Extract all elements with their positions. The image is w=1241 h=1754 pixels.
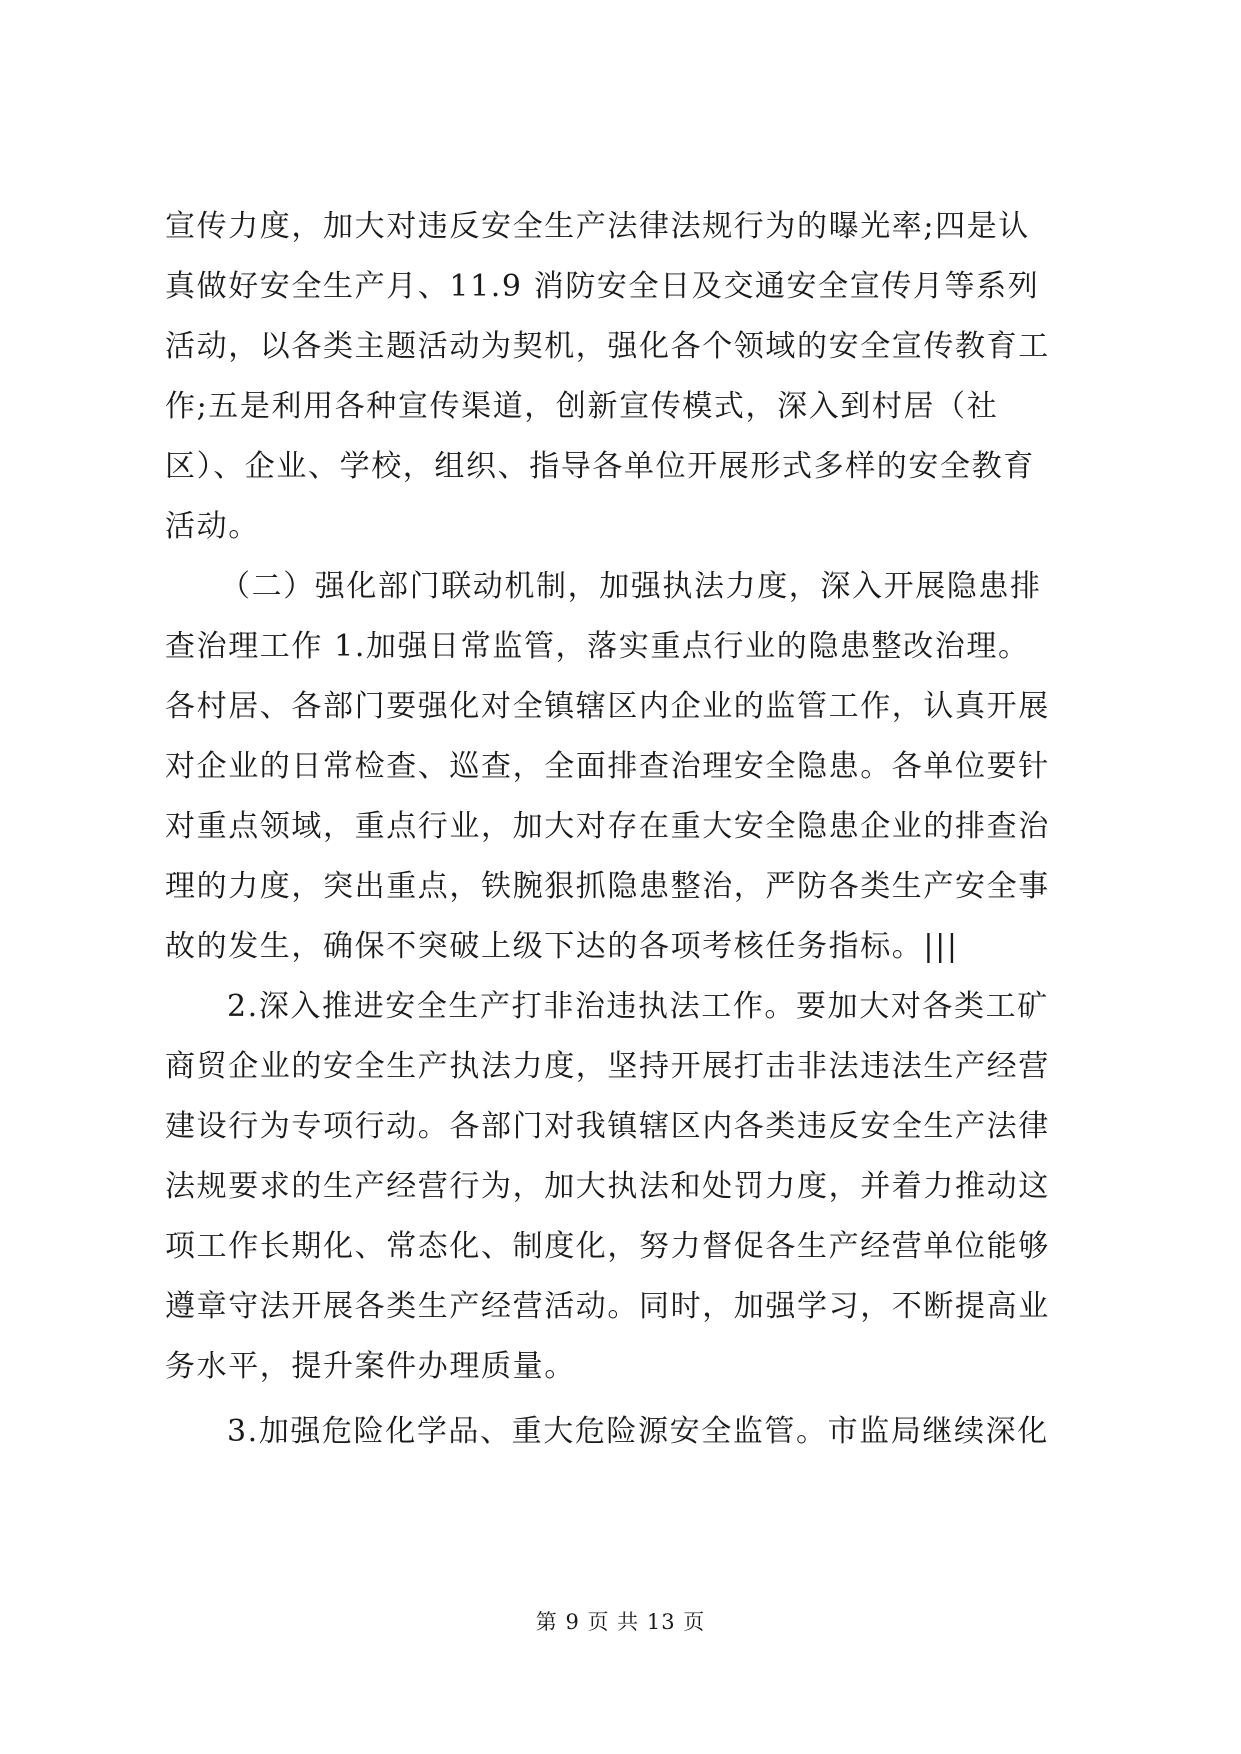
text-line: 商贸企业的安全生产执法力度，坚持开展打击非法违法生产经营 (165, 1049, 1050, 1084)
page-footer: 第 9 页 共 13 页 (535, 1610, 706, 1634)
text-line: 活动，以各类主题活动为契机，强化各个领域的安全宣传教育工 (165, 329, 1050, 364)
text-line: 真做好安全生产月、11.9 消防安全日及交通安全宣传月等系列 (165, 269, 1040, 304)
text-line: 各村居、各部门要强化对全镇辖区内企业的监管工作，认真开展 (165, 689, 1050, 724)
text-line: 宣传力度，加大对违反安全生产法律法规行为的曝光率;四是认 (165, 209, 1030, 244)
text-line: 项工作长期化、常态化、制度化，努力督促各生产经营单位能够 (165, 1229, 1050, 1264)
text-line: 对企业的日常检查、巡查，全面排查治理安全隐患。各单位要针 (165, 749, 1050, 784)
text-line: 务水平，提升案件办理质量。 (165, 1349, 576, 1384)
text-line: 理的力度，突出重点，铁腕狠抓隐患整治，严防各类生产安全事 (165, 869, 1050, 904)
text-line: 活动。 (165, 509, 260, 544)
section-heading: （二）强化部门联动机制，加强执法力度，深入开展隐患排 (220, 569, 1042, 604)
paragraph-start: 3.加强危险化学品、重大危险源安全监管。市监局继续深化 (227, 1414, 1049, 1449)
text-line: 区）、企业、学校，组织、指导各单位开展形式多样的安全教育 (165, 449, 1035, 484)
text-line: 作;五是利用各种宣传渠道，创新宣传模式，深入到村居（社 (165, 389, 999, 424)
text-line: 建设行为专项行动。各部门对我镇辖区内各类违反安全生产法律 (165, 1109, 1050, 1144)
text-line: 查治理工作 1.加强日常监管，落实重点行业的隐患整改治理。 (165, 629, 1030, 664)
text-line: 遵章守法开展各类生产经营活动。同时，加强学习，不断提高业 (165, 1289, 1050, 1324)
text-line: 法规要求的生产经营行为，加大执法和处罚力度，并着力推动这 (165, 1169, 1050, 1204)
text-line: 对重点领域，重点行业，加大对存在重大安全隐患企业的排查治 (165, 809, 1050, 844)
text-line: 故的发生，确保不突破上级下达的各项考核任务指标。||| (165, 929, 959, 964)
paragraph-start: 2.深入推进安全生产打非治违执法工作。要加大对各类工矿 (227, 989, 1049, 1024)
